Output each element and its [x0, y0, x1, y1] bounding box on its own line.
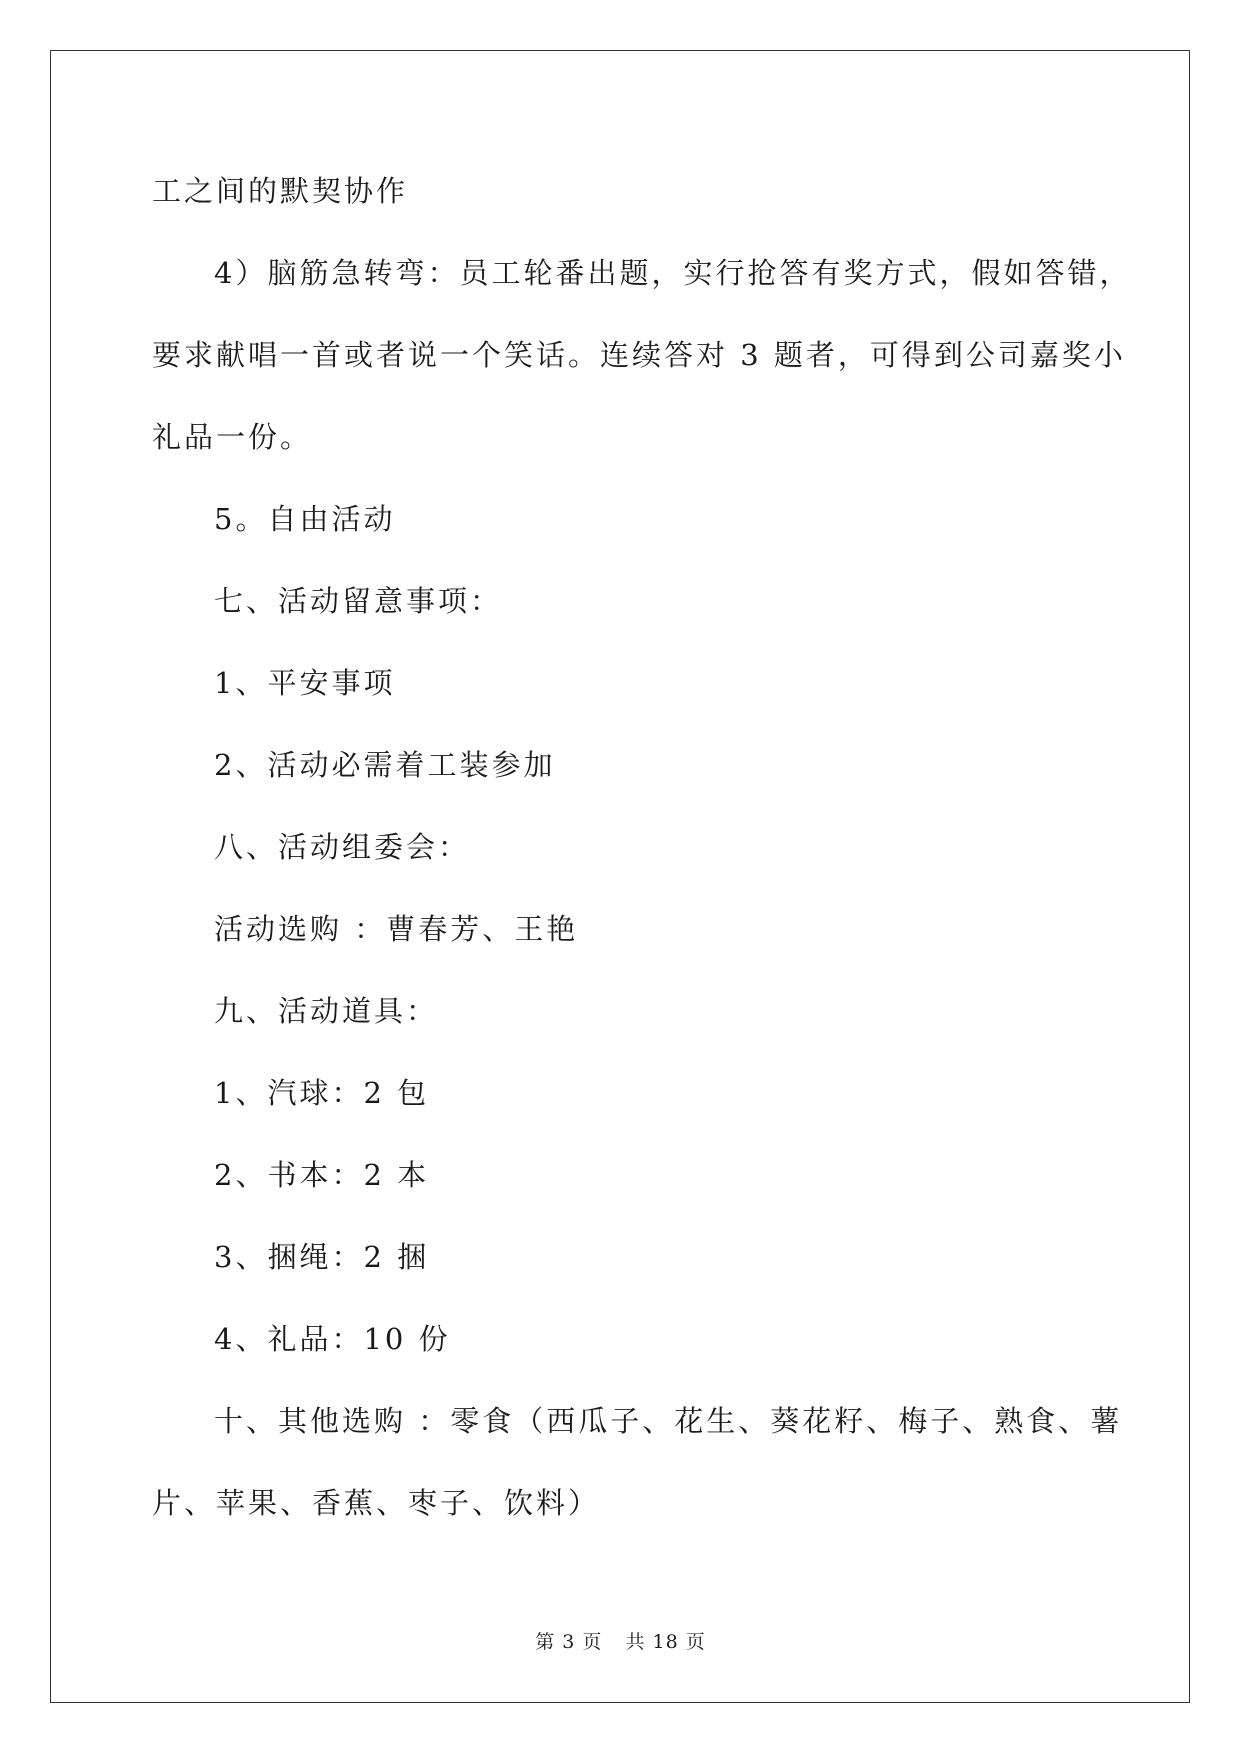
paragraph-line: 要求献唱一首或者说一个笑话。连续答对 3 题者，可得到公司嘉奖小 — [152, 338, 1126, 372]
page-total: 共 18 页 — [625, 1631, 706, 1653]
section-heading: 十、其他选购 ：零食（西瓜子、花生、葵花籽、梅子、熟食、薯 — [214, 1404, 1123, 1438]
section-heading: 九、活动道具： — [214, 994, 439, 1028]
paragraph-line: 礼品一份。 — [152, 420, 313, 454]
list-item: 2、书本：2 本 — [214, 1158, 430, 1192]
document-body — [152, 160, 1132, 1554]
list-item: 1、汽球：2 包 — [214, 1076, 430, 1110]
paragraph-line: 活动选购 ：曹春芳、王艳 — [214, 912, 579, 946]
section-heading: 八、活动组委会： — [214, 830, 471, 864]
section-heading: 七、活动留意事项： — [214, 584, 503, 618]
page-footer — [0, 1627, 1241, 1654]
list-item: 1、平安事项 — [214, 666, 396, 700]
paragraph-line: 5。自由活动 — [214, 502, 396, 536]
paragraph-line: 片、苹果、香蕉、枣子、饮料） — [152, 1486, 601, 1520]
paragraph-line: 工之间的默契协作 — [152, 174, 409, 208]
paragraph-line: 4）脑筋急转弯：员工轮番出题，实行抢答有奖方式，假如答错， — [214, 256, 1132, 290]
list-item: 2、活动必需着工装参加 — [214, 748, 556, 782]
list-item: 3、捆绳：2 捆 — [214, 1240, 430, 1274]
page-number: 第 3 页 — [535, 1631, 603, 1653]
list-item: 4、礼品：10 份 — [214, 1322, 451, 1356]
